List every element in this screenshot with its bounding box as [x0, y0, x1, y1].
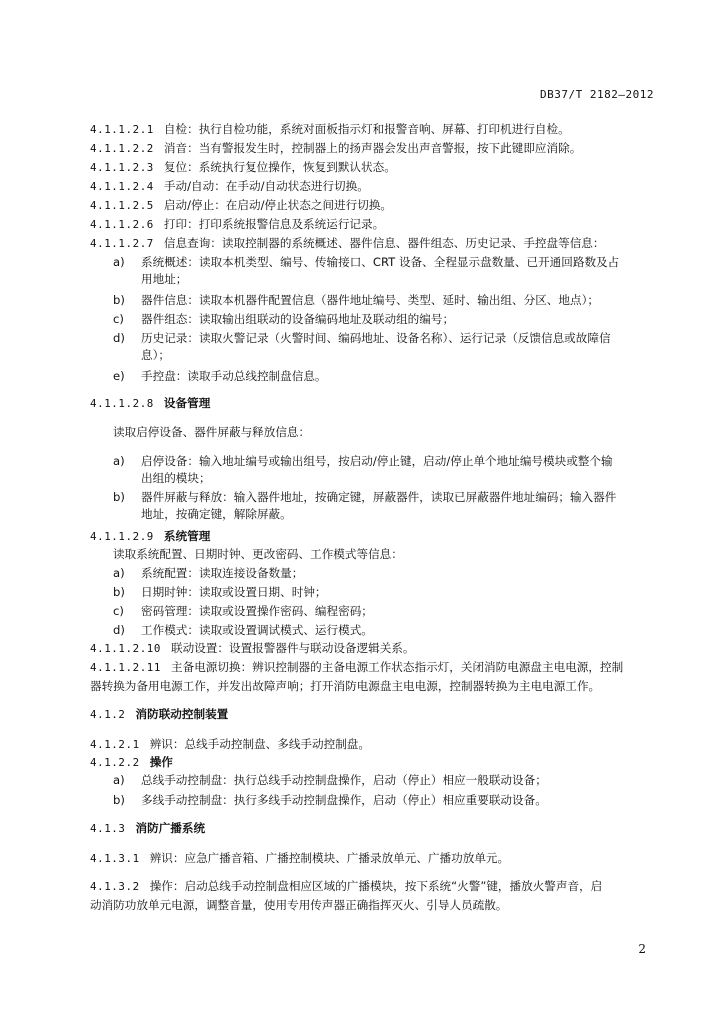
- list-item-c: c) 器件组态：读取输出组联动的设备编码地址及联动组的编号；: [113, 312, 455, 326]
- list-item-a: a) 系统概述：读取本机类型、编号、传输接口、CRT 设备、全程显示盘数量、已开通回路数及占: [113, 255, 620, 269]
- clause-4-1-1-2-11-cont: 器转换为备用电源工作，并发出故障声响；打开消防电源盘主电电源，控制器转换为主电电源工作。: [90, 679, 601, 693]
- clause-4-1-1-2-4: 4.1.1.2.4 手动/自动：在手动/自动状态进行切换。: [90, 179, 369, 193]
- clause-4-1-2-1: 4.1.2.1 辨识：总线手动控制盘、多线手动控制盘。: [90, 737, 370, 751]
- clause-4-1-1-2-2: 4.1.1.2.2 消音：当有警报发生时，控制器上的扬声器会发出声音警报，按下此键即应消除。: [90, 141, 582, 155]
- list-item-b: b) 日期时钟：读取或设置日期、时钟；: [113, 585, 327, 599]
- list-item-b-cont: 地址，按确定键，解除屏蔽。: [141, 507, 292, 521]
- section-4-1-2-heading: 4.1.2 消防联动控制装置: [90, 707, 229, 721]
- clause-4-1-1-2-10: 4.1.1.2.10 联动设置：设置报警器件与联动设备逻辑关系。: [90, 641, 415, 655]
- clause-4-1-3-2-cont: 动消防功放单元电源，调整音量，使用专用传声器正确指挥灭火、引导人员疏散。: [90, 898, 508, 912]
- clause-4-1-1-2-8: 4.1.1.2.8 设备管理: [90, 396, 211, 410]
- list-item-b: b) 器件屏蔽与释放：输入器件地址，按确定键，屏蔽器件，读取已屏蔽器件地址编码；输入器件: [113, 490, 617, 504]
- list-item-c: c) 密码管理：读取或设置操作密码、编程密码；: [113, 604, 373, 618]
- list-item-a: a) 总线手动控制盘：执行总线手动控制盘操作，启动（停止）相应一般联动设备；: [113, 773, 547, 787]
- clause-4-1-2-2: 4.1.2.2 操作: [90, 755, 173, 769]
- clause-4-1-1-2-9: 4.1.1.2.9 系统管理: [90, 529, 211, 543]
- clause-4-1-1-2-5: 4.1.1.2.5 启动/停止：在启动/停止状态之间进行切换。: [90, 198, 393, 212]
- standard-code-header: DB37/T 2182—2012: [540, 88, 654, 101]
- list-item-a-cont: 出组的模块；: [141, 471, 211, 485]
- clause-4-1-3-2: 4.1.3.2 操作：启动总线手动控制盘相应区域的广播模块，按下系统“火警”键，播放火警声音，启: [90, 879, 603, 893]
- list-item-d: d) 工作模式：读取或设置调试模式、运行模式。: [113, 623, 373, 637]
- section-4-1-3-heading: 4.1.3 消防广播系统: [90, 821, 206, 835]
- paragraph-text: 读取系统配置、日期时钟、更改密码、工作模式等信息：: [113, 547, 403, 561]
- page-number: 2: [638, 942, 646, 956]
- list-item-a-cont: 用地址；: [141, 272, 188, 286]
- list-item-a: a) 启停设备：输入地址编号或输出组号，按启动/停止键，启动/停止单个地址编号模块或整个输: [113, 454, 613, 468]
- list-item-d-cont: 息）；: [141, 348, 170, 362]
- list-item-d: d) 历史记录：读取火警记录（火警时间、编码地址、设备名称）、运行记录（反馈信息或故障信: [113, 331, 611, 345]
- clause-4-1-1-2-3: 4.1.1.2.3 复位：系统执行复位操作，恢复到默认状态。: [90, 160, 396, 174]
- clause-4-1-1-2-6: 4.1.1.2.6 打印：打印系统报警信息及系统运行记录。: [90, 217, 385, 231]
- clause-4-1-1-2-11: 4.1.1.2.11 主备电源切换：辨识控制器的主备电源工作状态指示灯，关闭消防电源盘主电电源，控制: [90, 660, 624, 674]
- paragraph-text: 读取启停设备、器件屏蔽与释放信息：: [113, 425, 311, 439]
- clause-4-1-3-1: 4.1.3.1 辨识：应急广播音箱、广播控制模块、广播录放单元、广播功放单元。: [90, 851, 510, 865]
- list-item-b: b) 器件信息：读取本机器件配置信息（器件地址编号、类型、延时、输出组、分区、地点）；: [113, 293, 599, 307]
- clause-4-1-1-2-7: 4.1.1.2.7 信息查询：读取控制器的系统概述、器件信息、器件组态、历史记录、手控盘等信息：: [90, 236, 605, 250]
- list-item-e: e) 手控盘：读取手动总线控制盘信息。: [113, 369, 327, 383]
- list-item-a: a) 系统配置：读取连接设备数量；: [113, 566, 304, 580]
- list-item-b: b) 多线手动控制盘：执行多线手动控制盘操作，启动（停止）相应重要联动设备。: [113, 793, 547, 807]
- clause-4-1-1-2-1: 4.1.1.2.1 自检：执行自检功能，系统对面板指示灯和报警音响、屏幕、打印机进行自检。: [90, 122, 570, 136]
